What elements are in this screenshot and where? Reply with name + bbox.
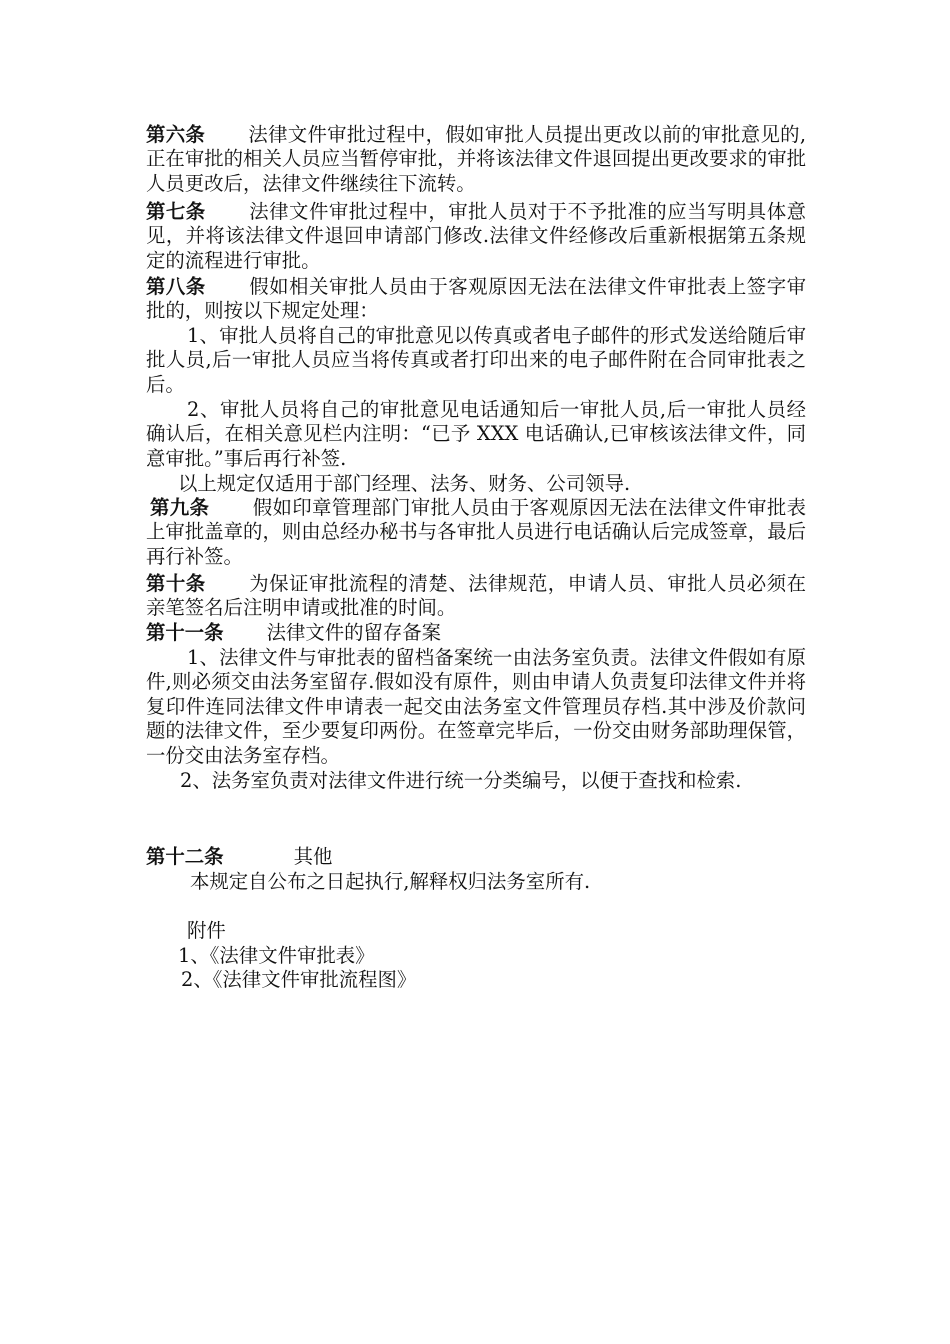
article-8-note: 以上规定仅适用于部门经理、法务、财务、公司领导. bbox=[178, 472, 631, 495]
article-6-text: 法律文件审批过程中，假如审批人员提出更改以前的审批意见的,正在审批的相关人员应当暂停审批，并将该法律文件退回提出更改要求的审批人员更改后，法律文件继续往下流转。 bbox=[146, 123, 807, 195]
article-8-text: 假如相关审批人员由于客观原因无法在法律文件审批表上签字审批的，则按以下规定处理： bbox=[146, 275, 807, 323]
article-12-label: 第十二条 bbox=[146, 845, 224, 868]
article-6-label: 第六条 bbox=[146, 123, 206, 146]
attachment-item: 1、《法律文件审批表》 bbox=[178, 944, 375, 967]
article-10-label: 第十条 bbox=[146, 572, 206, 595]
article-9-text: 假如印章管理部门审批人员由于客观原因无法在法律文件审批表上审批盖章的，则由总经办秘书与各审批人员进行电话确认后完成签章，最后再行补签。 bbox=[146, 496, 807, 568]
article-7-text: 法律文件审批过程中，审批人员对于不予批准的应当写明具体意见，并将该法律文件退回申请部门修改.法律文件经修改后重新根据第五条规定的流程进行审批。 bbox=[146, 200, 807, 272]
article-10 bbox=[146, 572, 806, 621]
article-11-item-1: 1、法律文件与审批表的留档备案统一由法务室负责。法律文件假如有原件,则必须交由法务室留存.假如没有原件，则由申请人负责复印法律文件并将复印件连同法律文件申请表一起交由法务室文件管理员存档.其中涉及价款问题的法律文件，至少要复印两份。在签章完毕后，一份交由财务部助理保管，一份交由法务室存档。 bbox=[146, 646, 806, 767]
article-12-title: 其他 bbox=[293, 845, 333, 868]
article-11-title: 法律文件的留存备案 bbox=[266, 621, 442, 644]
article-8-item-1: 1、审批人员将自己的审批意见以传真或者电子邮件的形式发送给随后审批人员,后一审批人员应当将传真或者打印出来的电子邮件附在合同审批表之后。 bbox=[146, 324, 806, 396]
article-11-item-2: 2、法务室负责对法律文件进行统一分类编号，以便于查找和检索. bbox=[180, 769, 742, 792]
article-11-label: 第十一条 bbox=[146, 621, 224, 644]
article-12 bbox=[146, 845, 806, 869]
attachment-item: 2、《法律文件审批流程图》 bbox=[181, 968, 417, 991]
article-9-label: 第九条 bbox=[150, 496, 210, 519]
article-8 bbox=[146, 275, 806, 324]
article-10-text: 为保证审批流程的清楚、法律规范，申请人员、审批人员必须在亲笔签名后注明申请或批准的时间。 bbox=[146, 572, 807, 620]
article-7 bbox=[146, 200, 806, 273]
article-9 bbox=[146, 496, 806, 569]
article-11 bbox=[146, 621, 806, 645]
article-8-item-2: 2、审批人员将自己的审批意见电话通知后一审批人员,后一审批人员经确认后，在相关意见栏内注明：“已予 XXX 电话确认,已审核该法律文件，同意审批。”事后再行补签. bbox=[146, 398, 806, 470]
article-8-label: 第八条 bbox=[146, 275, 206, 298]
article-6 bbox=[146, 123, 806, 196]
article-12-text: 本规定自公布之日起执行,解释权归法务室所有. bbox=[190, 870, 591, 893]
attachments-heading: 附件 bbox=[187, 919, 226, 942]
article-7-label: 第七条 bbox=[146, 200, 206, 223]
